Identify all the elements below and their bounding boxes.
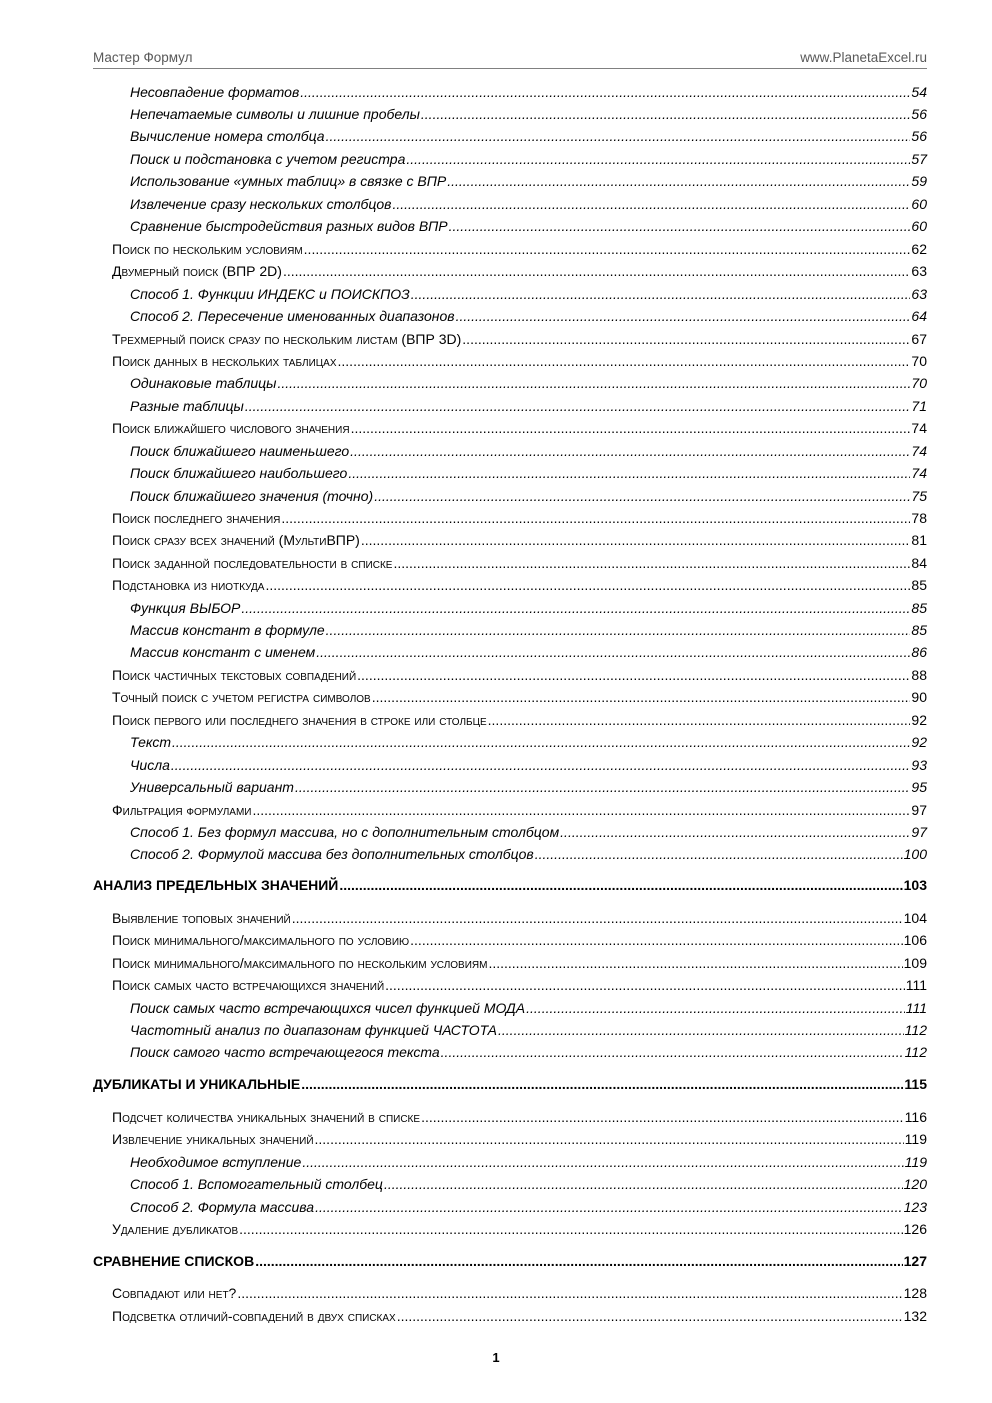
toc-entry-title: Трехмерный поиск сразу по нескольким листам (ВПР 3D): [112, 331, 462, 347]
toc-entry-title: Поиск ближайшего значения (точно): [130, 488, 374, 504]
toc-entry-page: 100: [903, 846, 927, 862]
toc-entry-title: Поиск самых часто встречающихся чисел функцией МОДА: [130, 1000, 526, 1016]
toc-entry[interactable]: [130, 83, 927, 101]
toc-dot-leader: [315, 1130, 904, 1148]
toc-entry-title: ДУБЛИКАТЫ И УНИКАЛЬНЫЕ: [93, 1076, 301, 1092]
toc-entry-title: Поиск ближайшего наименьшего: [130, 443, 350, 459]
toc-entry[interactable]: [130, 599, 927, 617]
toc-entry-title: Фильтрация формулами: [112, 802, 252, 818]
toc-entry-page: 56: [911, 128, 927, 144]
toc-dot-leader: [498, 1021, 904, 1039]
toc-entry-title: Числа: [130, 757, 170, 773]
toc-entry-page: 74: [911, 443, 927, 459]
toc-entry[interactable]: [112, 711, 927, 729]
toc-dot-leader: [300, 83, 910, 101]
toc-entry[interactable]: [112, 576, 927, 594]
toc-entry-title: СРАВНЕНИЕ СПИСКОВ: [93, 1253, 255, 1269]
toc-entry-title: Поиск ближайшего числового значения: [112, 420, 350, 436]
toc-entry[interactable]: [130, 150, 927, 168]
toc-entry[interactable]: [130, 397, 927, 415]
toc-entry-page: 62: [911, 241, 927, 257]
toc-entry[interactable]: [130, 823, 927, 841]
toc-entry[interactable]: [112, 509, 927, 527]
toc-entry[interactable]: [112, 976, 927, 994]
toc-entry-page: 128: [903, 1285, 927, 1301]
toc-dot-leader: [252, 801, 910, 819]
toc-entry[interactable]: [130, 621, 927, 639]
toc-entry[interactable]: [112, 909, 927, 927]
toc-entry-title: Совпадают или нет?: [112, 1285, 237, 1301]
toc-entry-title: АНАЛИЗ ПРЕДЕЛЬНЫХ ЗНАЧЕНИЙ: [93, 877, 339, 893]
page-number: 1: [492, 1350, 500, 1365]
toc-dot-leader: [397, 1307, 903, 1325]
toc-dot-leader: [393, 554, 910, 572]
toc-dot-leader: [350, 442, 910, 460]
toc-entry-title: Удаление дубликатов: [112, 1221, 239, 1237]
toc-dot-leader: [372, 688, 911, 706]
toc-dot-leader: [281, 509, 910, 527]
toc-entry-page: 85: [911, 600, 927, 616]
toc-entry-page: 115: [904, 1076, 927, 1092]
toc-entry-title: Двумерный поиск (ВПР 2D): [112, 263, 282, 279]
toc-entry[interactable]: [130, 733, 927, 751]
toc-dot-leader: [295, 778, 910, 796]
toc-entry-page: 120: [903, 1176, 927, 1192]
toc-entry-title: Непечатаемые символы и лишние пробелы: [130, 106, 420, 122]
toc-entry[interactable]: [130, 1175, 927, 1193]
toc-entry-page: 70: [911, 375, 927, 391]
toc-dot-leader: [339, 876, 902, 894]
toc-entry-title: Поиск заданной последовательности в списке: [112, 555, 393, 571]
toc-entry-title: Частотный анализ по диапазонам функцией ЧАСТОТА: [130, 1022, 498, 1038]
toc-dot-leader: [526, 999, 905, 1017]
toc-entry-page: 74: [911, 420, 927, 436]
toc-entry-title: Поиск ближайшего наибольшего: [130, 465, 348, 481]
toc-dot-leader: [374, 487, 910, 505]
toc-entry-page: 127: [903, 1253, 927, 1269]
toc-entry[interactable]: [112, 330, 927, 348]
toc-entry[interactable]: [112, 1220, 927, 1238]
toc-dot-leader: [384, 1175, 903, 1193]
toc-entry-title: Разные таблицы: [130, 398, 244, 414]
toc-entry[interactable]: [112, 531, 927, 549]
toc-entry[interactable]: [112, 801, 927, 819]
toc-entry-title: Поиск минимального/максимального по условию: [112, 932, 410, 948]
toc-dot-leader: [449, 217, 911, 235]
toc-entry[interactable]: [130, 1153, 927, 1171]
toc-entry-title: Массив констант в формуле: [130, 622, 325, 638]
toc-entry-page: 95: [911, 779, 927, 795]
toc-dot-leader: [385, 976, 905, 994]
toc-entry[interactable]: [130, 487, 927, 505]
toc-dot-leader: [277, 374, 910, 392]
toc-dot-leader: [338, 352, 911, 370]
toc-entry[interactable]: [112, 554, 927, 572]
toc-dot-leader: [304, 240, 911, 258]
header-website: www.PlanetaExcel.ru: [800, 50, 927, 65]
toc-entry-page: 109: [903, 955, 927, 971]
toc-entry-title: Способ 2. Пересечение именованных диапазонов: [130, 308, 455, 324]
toc-entry-title: Способ 2. Формулой массива без дополнительных столбцов: [130, 846, 534, 862]
toc-dot-leader: [535, 845, 903, 863]
toc-entry-page: 86: [911, 644, 927, 660]
toc-entry-page: 123: [903, 1199, 927, 1215]
toc-entry-title: Универсальный вариант: [130, 779, 294, 795]
toc-entry-title: Поиск частичных текстовых совпадений: [112, 667, 357, 683]
toc-entry-title: Способ 1. Функции ИНДЕКС и ПОИСКПОЗ: [130, 286, 410, 302]
toc-dot-leader: [326, 621, 911, 639]
toc-entry-page: 90: [911, 689, 927, 705]
toc-entry[interactable]: [112, 262, 927, 280]
toc-dot-leader: [421, 1108, 904, 1126]
toc-dot-leader: [265, 576, 910, 594]
toc-entry[interactable]: [93, 876, 927, 894]
toc-entry-title: Подсчет количества уникальных значений в списке: [112, 1109, 421, 1125]
toc-dot-leader: [392, 195, 910, 213]
toc-entry[interactable]: [112, 954, 927, 972]
toc-entry-page: 74: [911, 465, 927, 481]
toc-entry-title: Поиск самого часто встречающегося текста: [130, 1044, 440, 1060]
toc-dot-leader: [283, 262, 910, 280]
toc-entry[interactable]: [112, 688, 927, 706]
toc-entry-page: 70: [911, 353, 927, 369]
toc-entry-page: 93: [911, 757, 927, 773]
toc-entry-page: 57: [911, 151, 927, 167]
toc-dot-leader: [488, 711, 911, 729]
toc-dot-leader: [237, 1284, 902, 1302]
toc-entry-page: 104: [903, 910, 927, 926]
toc-entry[interactable]: [130, 172, 927, 190]
toc-entry-page: 103: [903, 877, 927, 893]
toc-dot-leader: [410, 931, 902, 949]
toc-entry-title: Несовпадение форматов: [130, 84, 300, 100]
toc-entry-title: Поиск по нескольким условиям: [112, 241, 303, 257]
toc-entry-title: Способ 2. Формула массива: [130, 1199, 315, 1215]
toc-entry[interactable]: [130, 999, 927, 1017]
toc-dot-leader: [292, 909, 903, 927]
toc-entry-page: 97: [911, 824, 927, 840]
toc-entry[interactable]: [130, 1043, 927, 1061]
toc-dot-leader: [351, 419, 911, 437]
toc-entry-page: 119: [904, 1131, 927, 1147]
toc-entry[interactable]: [130, 105, 927, 123]
toc-entry-page: 92: [911, 734, 927, 750]
toc-entry-title: Способ 1. Вспомогательный столбец: [130, 1176, 383, 1192]
toc-entry-page: 54: [911, 84, 927, 100]
toc-dot-leader: [357, 666, 910, 684]
toc-dot-leader: [462, 330, 910, 348]
toc-entry-page: 112: [904, 1022, 927, 1038]
toc-entry[interactable]: [112, 931, 927, 949]
toc-entry-title: Необходимое вступление: [130, 1154, 302, 1170]
toc-entry-title: Использование «умных таблиц» в связке с ВПР: [130, 173, 447, 189]
toc-entry[interactable]: [93, 1075, 927, 1093]
toc-entry-page: 111: [905, 1000, 927, 1016]
toc-entry-title: Подстановка из ниоткуда: [112, 577, 265, 593]
toc-entry[interactable]: [112, 352, 927, 370]
toc-entry-page: 111: [905, 977, 927, 993]
toc-entry[interactable]: [130, 442, 927, 460]
toc-dot-leader: [421, 105, 911, 123]
toc-entry[interactable]: [130, 464, 927, 482]
toc-entry-title: Функция ВЫБОР: [130, 600, 241, 616]
toc-entry-page: 112: [904, 1044, 927, 1060]
toc-entry-title: Поиск данных в нескольких таблицах: [112, 353, 337, 369]
toc-dot-leader: [302, 1153, 903, 1171]
toc-entry[interactable]: [130, 1021, 927, 1039]
toc-dot-leader: [361, 531, 911, 549]
toc-entry-page: 106: [903, 932, 927, 948]
toc-entry-title: Поиск и подстановка с учетом регистра: [130, 151, 406, 167]
toc-entry[interactable]: [112, 240, 927, 258]
toc-entry-title: Одинаковые таблицы: [130, 375, 277, 391]
toc-entry[interactable]: [130, 643, 927, 661]
toc-entry[interactable]: [112, 666, 927, 684]
toc-entry-title: Сравнение быстродействия разных видов ВПР: [130, 218, 448, 234]
toc-entry-page: 126: [903, 1221, 927, 1237]
toc-entry-page: 92: [911, 712, 927, 728]
toc-entry-title: Извлечение сразу нескольких столбцов: [130, 196, 392, 212]
toc-entry-page: 60: [911, 218, 927, 234]
toc-entry-title: Поиск последнего значения: [112, 510, 281, 526]
toc-entry-page: 75: [911, 488, 927, 504]
toc-entry[interactable]: [93, 1252, 927, 1270]
toc-entry-title: Подсветка отличий-совпадений в двух списках: [112, 1308, 396, 1324]
toc-entry-page: 60: [911, 196, 927, 212]
toc-entry-page: 116: [904, 1109, 927, 1125]
toc-dot-leader: [326, 127, 911, 145]
toc-dot-leader: [560, 823, 910, 841]
toc-entry[interactable]: [130, 195, 927, 213]
toc-entry[interactable]: [112, 1130, 927, 1148]
toc-dot-leader: [411, 285, 911, 303]
toc-entry-title: Текст: [130, 734, 171, 750]
toc-entry-page: 59: [911, 173, 927, 189]
toc-dot-leader: [171, 756, 911, 774]
toc-entry-page: 81: [911, 532, 927, 548]
toc-entry-title: Поиск сразу всех значений (МультиВПР): [112, 532, 360, 548]
header-book-title: Мастер Формул: [93, 50, 193, 65]
toc-entry[interactable]: [130, 127, 927, 145]
toc-dot-leader: [172, 733, 910, 751]
toc-entry-title: Поиск самых часто встречающихся значений: [112, 977, 385, 993]
toc-entry-page: 88: [911, 667, 927, 683]
toc-entry-page: 132: [903, 1308, 927, 1324]
toc-dot-leader: [241, 599, 910, 617]
toc-dot-leader: [315, 1198, 903, 1216]
toc-entry[interactable]: [112, 419, 927, 437]
toc-entry[interactable]: [130, 778, 927, 796]
toc-entry-title: Точный поиск с учетом регистра символов: [112, 689, 371, 705]
toc-dot-leader: [488, 954, 902, 972]
toc-entry-page: 85: [911, 622, 927, 638]
toc-dot-leader: [441, 1043, 904, 1061]
toc-dot-leader: [316, 643, 910, 661]
toc-dot-leader: [255, 1252, 902, 1270]
toc-entry-title: Извлечение уникальных значений: [112, 1131, 314, 1147]
toc-entry-page: 78: [911, 510, 927, 526]
toc-entry-title: Массив констант с именем: [130, 644, 316, 660]
toc-entry-page: 64: [911, 308, 927, 324]
toc-entry[interactable]: [112, 1307, 927, 1325]
toc-dot-leader: [301, 1075, 903, 1093]
toc-entry-page: 97: [911, 802, 927, 818]
toc-entry-page: 71: [911, 398, 927, 414]
toc-entry[interactable]: [112, 1284, 927, 1302]
toc-entry[interactable]: [130, 756, 927, 774]
toc-entry[interactable]: [130, 307, 927, 325]
toc-dot-leader: [239, 1220, 903, 1238]
toc-entry[interactable]: [130, 285, 927, 303]
toc-entry-page: 56: [911, 106, 927, 122]
toc-entry[interactable]: [130, 845, 927, 863]
toc-entry-page: 63: [911, 263, 927, 279]
toc-entry-page: 63: [911, 286, 927, 302]
toc-entry[interactable]: [130, 374, 927, 392]
toc-entry-page: 84: [911, 555, 927, 571]
toc-dot-leader: [456, 307, 911, 325]
toc-entry-page: 119: [904, 1154, 927, 1170]
toc-entry-page: 85: [911, 577, 927, 593]
toc-dot-leader: [245, 397, 911, 415]
toc-entry-page: 67: [911, 331, 927, 347]
toc-entry[interactable]: [130, 217, 927, 235]
toc-entry-title: Способ 1. Без формул массива, но с дополнительным столбцом: [130, 824, 560, 840]
toc-dot-leader: [348, 464, 910, 482]
toc-entry[interactable]: [112, 1108, 927, 1126]
toc-entry[interactable]: [130, 1198, 927, 1216]
toc-dot-leader: [406, 150, 910, 168]
toc-entry-title: Вычисление номера столбца: [130, 128, 325, 144]
toc-entry-title: Выявление топовых значений: [112, 910, 291, 926]
toc-dot-leader: [447, 172, 910, 190]
toc-entry-title: Поиск первого или последнего значения в строке или столбце: [112, 712, 487, 728]
toc-entry-title: Поиск минимального/максимального по нескольким условиям: [112, 955, 488, 971]
